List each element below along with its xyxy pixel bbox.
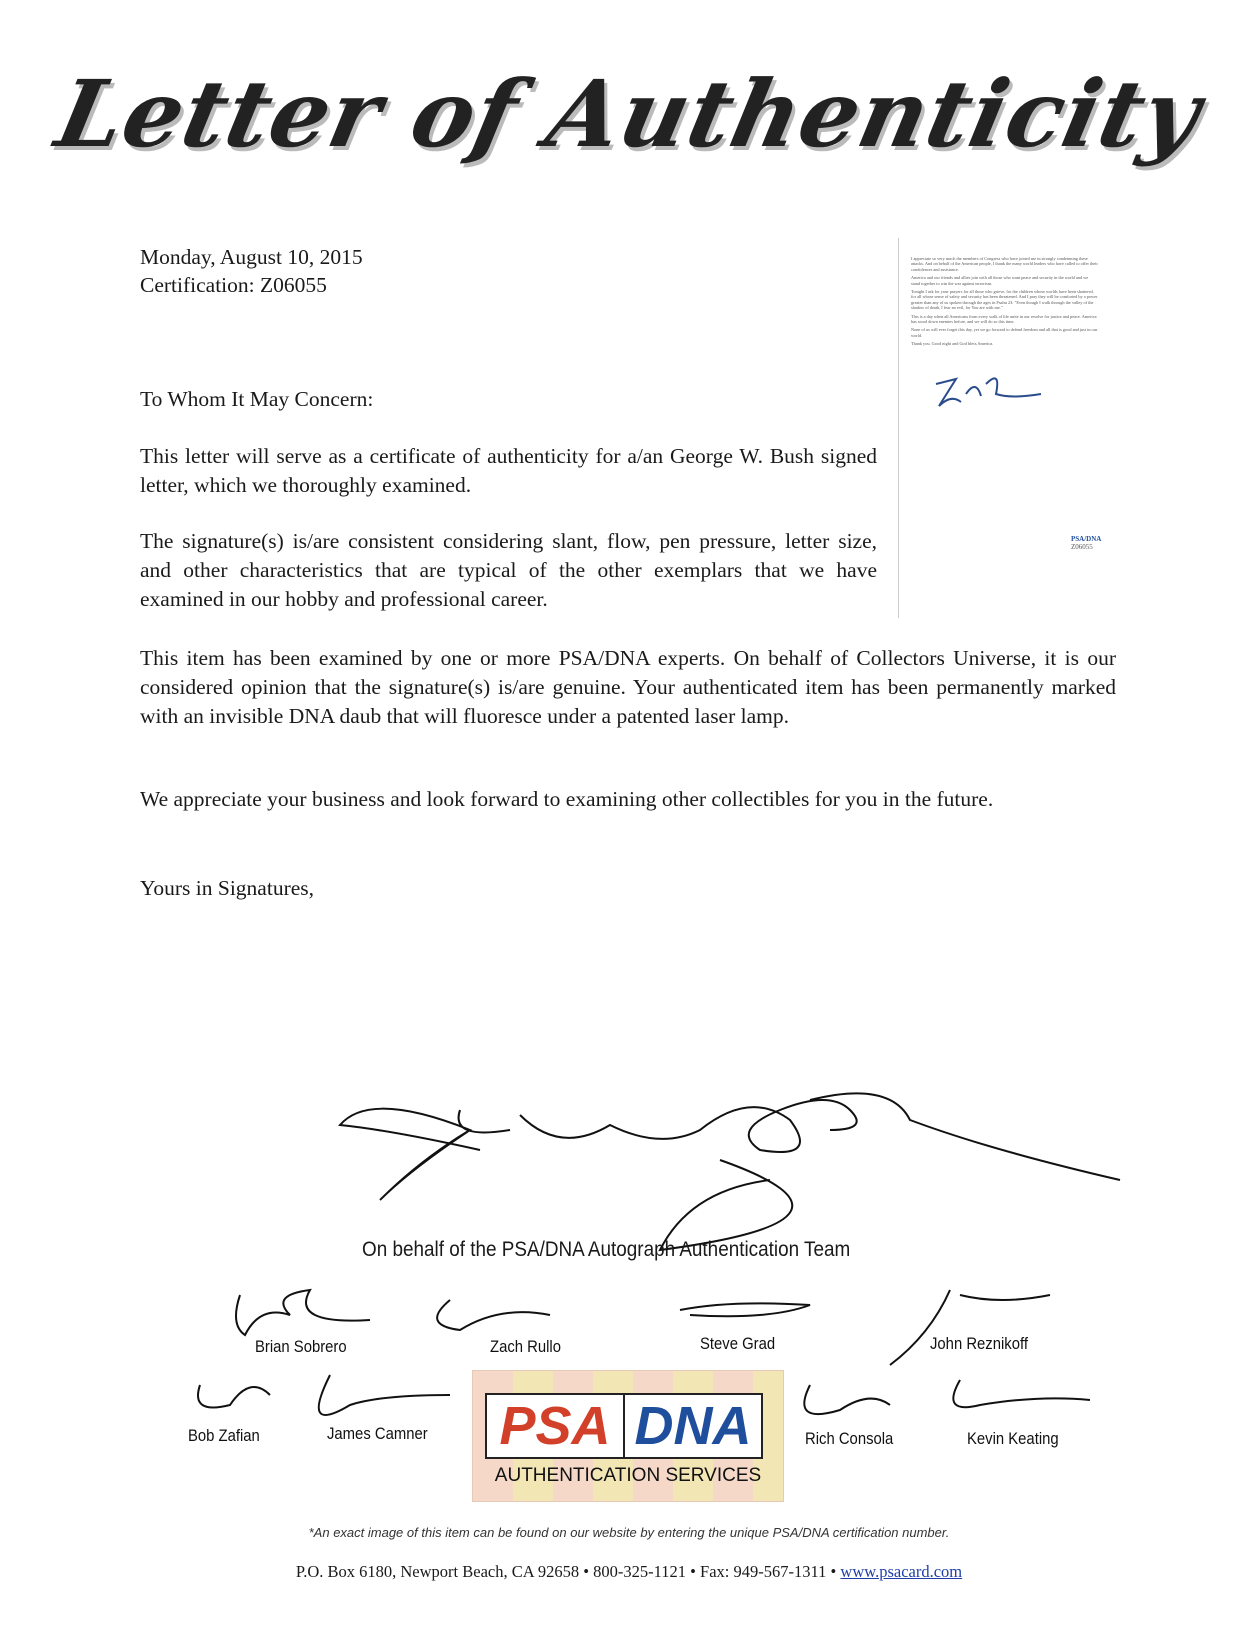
footnote: *An exact image of this item can be found on our website by entering the unique PSA/DNA certification number. — [308, 1525, 950, 1540]
footer-address — [0, 1562, 1258, 1582]
team-member: John Reznikoff — [930, 1335, 1028, 1353]
item-text-line: I appreciate so very much the members of Congress who have joined me in strongly condemning these attacks. And on behalf of the American people, I thank the many world leaders who have called to offer their condolences and assistance. — [911, 256, 1098, 272]
bush-signature — [931, 364, 1051, 414]
address: P.O. Box 6180, Newport Beach, CA 92658 • 800-325-1121 • Fax: 949-567-1311 • — [295, 1562, 837, 1581]
item-text-line: Thank you. Good night and God bless America. — [911, 341, 994, 347]
paragraph-2: The signature(s) is/are consistent considering slant, flow, pen pressure, letter size, and other characteristics that are typical of the other exemplars that we have examined in our hobby and professional career. — [140, 529, 877, 611]
authenticator-signature — [330, 1070, 1130, 1260]
paragraph-3: This item has been examined by one or more PSA/DNA experts. On behalf of Collectors Universe, it is our considered opinion that the signature(s) is/are genuine. Your authenticated item has been permanently marked with an invisible DNA daub that will fluoresce under a patented laser lamp. — [140, 646, 1116, 728]
letter-date: Monday, August 10, 2015 — [140, 245, 363, 269]
psa-dna-logo: PSA DNA AUTHENTICATION SERVICES — [472, 1370, 784, 1502]
team-member: Kevin Keating — [967, 1430, 1059, 1448]
team-member: Brian Sobrero — [255, 1338, 347, 1356]
letter-title: Letter of Authenticity — [47, 60, 1211, 168]
item-text-line: This is a day when all Americans from every walk of life unite in our resolve for justice and peace. America has stood down enemies before, and we will do so this time. — [911, 313, 1097, 325]
item-text-line: America and our friends and allies join with all those who want peace and security in the world and we stand together to win the war against terrorism. — [911, 275, 1089, 286]
team-member: Rich Consola — [805, 1430, 894, 1448]
team-member: Zach Rullo — [490, 1338, 561, 1356]
item-image — [898, 238, 1102, 618]
psa-sticker: PSA/DNA Z06055 — [1071, 535, 1102, 552]
certification-number: Certification: Z06055 — [140, 273, 327, 297]
team-member: James Camner — [327, 1425, 428, 1443]
paragraph-4: We appreciate your business and look forward to examining other collectibles for you in the future. — [140, 787, 994, 811]
salutation: To Whom It May Concern: — [140, 387, 374, 411]
item-text-line: None of us will ever forget this day, yet we go forward to defend freedom and all that is good and just in our world. — [911, 327, 1098, 338]
team-line: On behalf of the PSA/DNA Autograph Authentication Team — [362, 1238, 851, 1261]
header-info — [140, 243, 363, 299]
closing: Yours in Signatures, — [140, 876, 315, 900]
team-member: Bob Zafian — [188, 1427, 260, 1445]
paragraph-1: This letter will serve as a certificate of authenticity for a/an George W. Bush signed letter, which we thoroughly examined. — [140, 444, 877, 497]
website-link[interactable]: www.psacard.com — [840, 1562, 963, 1581]
item-text-line: Tonight I ask for your prayers for all those who grieve, for the children whose worlds have been shattered, for all whose sense of safety and security has been threatened. And I pray they will be comforted by a power greater than any of us spoken through the ages in Psalm 23: "Even though I walk through the valley of the shadow of death, I fear no evil, for You are with me." — [911, 289, 1098, 311]
team-member: Steve Grad — [700, 1335, 776, 1353]
